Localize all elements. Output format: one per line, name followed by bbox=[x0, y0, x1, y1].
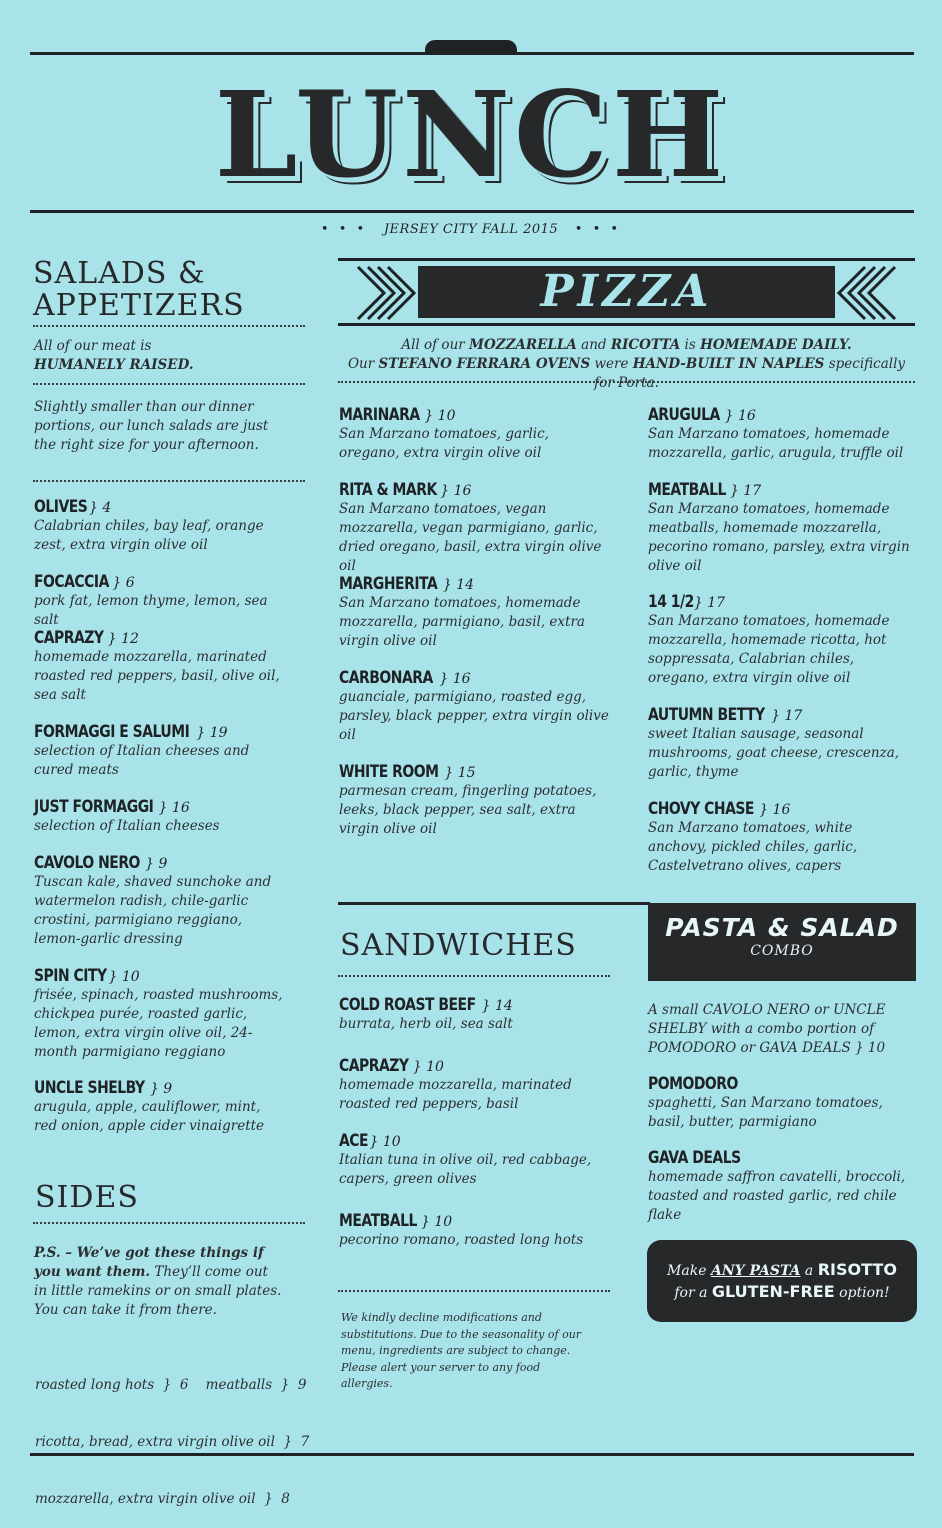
menu-item-description: San Marzano tomatoes, homemade mozzarella, garlic, arugula, truffle oil bbox=[648, 426, 904, 461]
menu-item-price: } 10 bbox=[369, 1134, 401, 1150]
pizza-intro-1b: MOZZARELLA bbox=[469, 337, 577, 353]
menu-item-price: } 16 bbox=[158, 800, 190, 816]
menu-item bbox=[648, 592, 910, 688]
pizza-intro-1e: is bbox=[680, 337, 701, 353]
sides-note bbox=[34, 1244, 284, 1320]
menu-item bbox=[339, 405, 609, 463]
pasta-combo-intro: A small CAVOLO NERO or UNCLE SHELBY with a combo portion of POMODORO or GAVA DEALS } 10 bbox=[648, 1002, 886, 1056]
menu-item-description: San Marzano tomatoes, vegan mozzarella, vegan parmigiano, garlic, dried oregano, basil, extra virgin olive oil bbox=[339, 501, 602, 574]
menu-item-description: pork fat, lemon thyme, lemon, sea salt bbox=[34, 593, 268, 628]
menu-item bbox=[339, 668, 609, 745]
pizza-intro-1d: RICOTTA bbox=[610, 337, 681, 353]
menu-item-name: FOCACCIA bbox=[34, 572, 109, 592]
salads-meat-note-a: All of our meat is bbox=[34, 338, 152, 354]
pizza-intro-line2 bbox=[338, 355, 915, 393]
pizza-divider bbox=[338, 381, 915, 383]
salads-heading-line2: APPETIZERS bbox=[33, 288, 245, 323]
menu-item-name: WHITE ROOM bbox=[339, 762, 439, 782]
menu-item-description: Tuscan kale, shaved sunchoke and watermelon radish, chile-garlic crostini, parmigiano reggiano, lemon-garlic dressing bbox=[34, 874, 272, 947]
menu-item-name: CAPRAZY bbox=[339, 1056, 409, 1076]
menu-item-price: } 19 bbox=[196, 725, 228, 741]
menu-item-price: } 14 bbox=[481, 998, 513, 1014]
menu-item-name: POMODORO bbox=[648, 1074, 738, 1094]
sides-note-rest: They’ll come out in little ramekins or on small plates. You can take it from there. bbox=[34, 1264, 282, 1318]
subtitle-dots-right: • • • bbox=[574, 222, 622, 237]
menu-item-description: Italian tuna in olive oil, red cabbage, capers, green olives bbox=[339, 1152, 592, 1187]
risotto-for: for a bbox=[674, 1285, 712, 1301]
menu-item-name: 14 1/2 bbox=[648, 592, 694, 612]
pizza-intro-2b: STEFANO FERRARA OVENS bbox=[378, 356, 591, 372]
pizza-intro-2e: specifically for Porta. bbox=[594, 356, 906, 391]
pizza-banner-top-rule bbox=[338, 258, 915, 261]
pizza-intro-1a: All of our bbox=[401, 337, 470, 353]
menu-item-description: San Marzano tomatoes, homemade meatballs, homemade mozzarella, pecorino romano, parsley, extra virgin olive oil bbox=[648, 501, 910, 574]
menu-item-name: ACE bbox=[339, 1131, 369, 1151]
page-title: LUNCH bbox=[214, 65, 728, 204]
menu-item-description: pecorino romano, roasted long hots bbox=[339, 1232, 584, 1248]
menu-item-heading bbox=[339, 668, 609, 688]
pasta-salad-subheading: COMBO bbox=[750, 943, 814, 959]
menu-item-description: Calabrian chiles, bay leaf, orange zest, extra virgin olive oil bbox=[34, 518, 264, 553]
risotto-callout bbox=[647, 1240, 917, 1322]
menu-item bbox=[648, 799, 910, 876]
menu-item-name: AUTUMN BETTY bbox=[648, 705, 765, 725]
menu-item-heading bbox=[648, 592, 910, 612]
menu-item-heading bbox=[34, 1078, 284, 1098]
sandwiches-heading: SANDWICHES bbox=[340, 928, 577, 963]
menu-item bbox=[648, 480, 910, 576]
menu-item-price: } 17 bbox=[771, 708, 803, 724]
menu-item-heading bbox=[648, 480, 910, 500]
menu-item bbox=[648, 1074, 916, 1132]
risotto-make: Make bbox=[667, 1263, 711, 1279]
menu-item-heading bbox=[339, 480, 609, 500]
menu-item-heading bbox=[34, 628, 284, 648]
menu-item-description: arugula, apple, cauliflower, mint, red onion, apple cider vinaigrette bbox=[34, 1099, 265, 1134]
pizza-intro-1f: HOMEMADE DAILY. bbox=[700, 337, 852, 353]
salads-divider-1 bbox=[33, 325, 305, 327]
menu-item-name: COLD ROAST BEEF bbox=[339, 995, 476, 1015]
menu-item bbox=[34, 497, 284, 555]
menu-item-heading bbox=[339, 762, 609, 782]
disclaimer: We kindly decline modifications and substitutions. Due to the seasonality of our menu, ingredients are subject to change. Please alert your server to any food allergies. bbox=[341, 1311, 582, 1390]
menu-item bbox=[339, 480, 609, 576]
chevron-right-icon bbox=[835, 263, 915, 323]
menu-item bbox=[34, 797, 284, 836]
menu-item bbox=[339, 762, 609, 839]
salads-divider-3 bbox=[33, 480, 305, 482]
menu-item-price: } 14 bbox=[442, 577, 474, 593]
menu-item-heading bbox=[648, 405, 910, 425]
subtitle-dots-left: • • • bbox=[320, 222, 368, 237]
pizza-heading: PIZZA bbox=[418, 266, 835, 318]
menu-item-heading bbox=[648, 799, 910, 819]
menu-item-name: CAPRAZY bbox=[34, 628, 104, 648]
pizza-intro-line1 bbox=[338, 336, 915, 355]
menu-item-heading bbox=[648, 1148, 916, 1168]
menu-item-name: CAVOLO NERO bbox=[34, 853, 140, 873]
menu-item bbox=[648, 705, 910, 782]
sides-line-1: roasted long hots } 6 meatballs } 9 bbox=[35, 1377, 307, 1393]
menu-item-price: } 10 bbox=[412, 1059, 444, 1075]
sides-line-2: ricotta, bread, extra virgin olive oil } 7 bbox=[35, 1434, 310, 1450]
menu-item-name: MEATBALL bbox=[339, 1211, 417, 1231]
risotto-line-1 bbox=[647, 1240, 917, 1279]
menu-item bbox=[648, 1148, 916, 1225]
pizza-intro-2c: were bbox=[590, 356, 633, 372]
menu-item bbox=[339, 995, 599, 1034]
menu-item-description: parmesan cream, fingerling potatoes, leeks, black pepper, sea salt, extra virgin olive oil bbox=[339, 783, 597, 837]
menu-item-heading bbox=[339, 1131, 599, 1151]
menu-item-name: GAVA DEALS bbox=[648, 1148, 741, 1168]
menu-item-name: OLIVES bbox=[34, 497, 88, 517]
sandwiches-divider bbox=[338, 975, 610, 977]
menu-item bbox=[34, 966, 284, 1062]
menu-item-heading bbox=[34, 797, 284, 817]
menu-item-price: } 10 bbox=[108, 969, 140, 985]
menu-item-description: spaghetti, San Marzano tomatoes, basil, butter, parmigiano bbox=[648, 1095, 883, 1130]
menu-item-heading bbox=[34, 853, 284, 873]
menu-item-price: } 16 bbox=[440, 483, 472, 499]
menu-item-description: homemade mozzarella, marinated roasted red peppers, basil, olive oil, sea salt bbox=[34, 649, 280, 703]
menu-item-name: MARGHERITA bbox=[339, 574, 438, 594]
risotto-word: RISOTTO bbox=[817, 1260, 897, 1279]
risotto-any-pasta: ANY PASTA bbox=[710, 1263, 801, 1279]
menu-item-price: } 4 bbox=[89, 500, 112, 516]
salads-heading-line1: SALADS & bbox=[33, 256, 206, 291]
menu-item bbox=[339, 1056, 599, 1114]
menu-item-price: } 15 bbox=[444, 765, 476, 781]
menu-item bbox=[339, 574, 609, 651]
chevron-left-icon bbox=[338, 263, 418, 323]
menu-item bbox=[339, 1131, 599, 1189]
sides-note-bold: P.S. – We’ve got these things if you want them. bbox=[34, 1245, 264, 1280]
menu-item-heading bbox=[34, 497, 284, 517]
menu-item-name: CARBONARA bbox=[339, 668, 433, 688]
menu-item-price: } 9 bbox=[149, 1081, 173, 1097]
menu-item-name: FORMAGGI E SALUMI bbox=[34, 722, 190, 742]
menu-item bbox=[339, 1211, 599, 1250]
menu-item-name: RITA & MARK bbox=[339, 480, 437, 500]
menu-item bbox=[34, 1078, 284, 1136]
menu-item-heading bbox=[34, 722, 284, 742]
top-ornament bbox=[425, 40, 517, 54]
menu-item-description: sweet Italian sausage, seasonal mushrooms, goat cheese, crescenza, garlic, thyme bbox=[648, 726, 900, 780]
menu-item-price: } 17 bbox=[693, 595, 726, 611]
menu-item-price: } 12 bbox=[107, 631, 139, 647]
pasta-salad-banner bbox=[648, 903, 916, 981]
menu-item bbox=[648, 405, 910, 463]
menu-item-heading bbox=[339, 1211, 599, 1231]
risotto-option: option! bbox=[834, 1285, 890, 1301]
pizza-intro-2a: Our bbox=[347, 356, 379, 372]
menu-item-name: SPIN CITY bbox=[34, 966, 107, 986]
menu-item-description: homemade saffron cavatelli, broccoli, toasted and roasted garlic, red chile flake bbox=[648, 1169, 906, 1223]
salads-size-note: Slightly smaller than our dinner portions, our lunch salads are just the right size for your afternoon. bbox=[34, 399, 269, 453]
sandwiches-top-rule bbox=[338, 902, 650, 905]
salads-meat-note-b: HUMANELY RAISED. bbox=[34, 357, 194, 373]
pizza-banner-bottom-rule bbox=[338, 323, 915, 326]
menu-item-description: guanciale, parmigiano, roasted egg, parsley, black pepper, extra virgin olive oil bbox=[339, 689, 609, 743]
sandwiches-divider-bottom bbox=[338, 1290, 610, 1292]
pasta-salad-heading: PASTA & SALAD bbox=[665, 913, 899, 942]
risotto-line-2 bbox=[647, 1282, 917, 1301]
menu-item-heading bbox=[34, 572, 284, 592]
menu-item-heading bbox=[339, 405, 609, 425]
menu-item-description: San Marzano tomatoes, garlic, oregano, extra virgin olive oil bbox=[339, 426, 549, 461]
pizza-banner bbox=[338, 258, 915, 328]
bottom-rule bbox=[30, 1453, 914, 1456]
menu-item-price: } 10 bbox=[420, 1214, 453, 1230]
menu-item-price: } 16 bbox=[759, 802, 791, 818]
sides-line-3: mozzarella, extra virgin olive oil } 8 bbox=[35, 1491, 290, 1507]
menu-item-description: San Marzano tomatoes, white anchovy, pickled chiles, garlic, Castelvetrano olives, capers bbox=[648, 820, 858, 874]
pizza-intro-1c: and bbox=[576, 337, 611, 353]
salads-meat-note bbox=[34, 337, 306, 375]
menu-item-price: } 16 bbox=[724, 408, 756, 424]
menu-item-description: San Marzano tomatoes, homemade mozzarella, parmigiano, basil, extra virgin olive oil bbox=[339, 595, 585, 649]
subtitle-text: JERSEY CITY FALL 2015 bbox=[383, 222, 559, 237]
menu-item bbox=[34, 853, 284, 949]
menu-item-name: MARINARA bbox=[339, 405, 420, 425]
menu-item-description: burrata, herb oil, sea salt bbox=[339, 1016, 513, 1032]
sides-list bbox=[35, 1338, 315, 1528]
salads-divider-2 bbox=[33, 383, 305, 385]
pizza-intro-2d: HAND-BUILT IN NAPLES bbox=[632, 356, 825, 372]
menu-item-name: MEATBALL bbox=[648, 480, 726, 500]
menu-item-name: ARUGULA bbox=[648, 405, 720, 425]
menu-item-price: } 10 bbox=[424, 408, 456, 424]
salads-heading bbox=[33, 258, 245, 322]
title-rule bbox=[30, 210, 914, 213]
sides-divider bbox=[33, 1222, 305, 1224]
menu-item-price: } 6 bbox=[112, 575, 135, 591]
pizza-intro bbox=[338, 336, 915, 393]
menu-item bbox=[34, 722, 284, 780]
menu-item-description: selection of Italian cheeses bbox=[34, 818, 220, 834]
menu-item-price: } 16 bbox=[439, 671, 471, 687]
risotto-gluten-free: GLUTEN-FREE bbox=[711, 1282, 835, 1301]
menu-item-description: homemade mozzarella, marinated roasted red peppers, basil bbox=[339, 1077, 572, 1112]
menu-item-heading bbox=[339, 574, 609, 594]
menu-item-description: selection of Italian cheeses and cured meats bbox=[34, 743, 250, 778]
menu-item-heading bbox=[648, 1074, 916, 1094]
menu-item-description: frisée, spinach, roasted mushrooms, chickpea purée, roasted garlic, lemon, extra virgin olive oil, 24-month parmigiano reggiano bbox=[34, 987, 283, 1060]
menu-item-name: JUST FORMAGGI bbox=[34, 797, 154, 817]
sides-heading: SIDES bbox=[35, 1180, 139, 1215]
menu-item-price: } 9 bbox=[145, 856, 168, 872]
menu-item-price: } 17 bbox=[729, 483, 762, 499]
menu-item bbox=[34, 628, 284, 705]
subtitle bbox=[0, 222, 942, 237]
menu-item-heading bbox=[339, 995, 599, 1015]
risotto-a: a bbox=[800, 1263, 818, 1279]
menu-item-heading bbox=[339, 1056, 599, 1076]
menu-item-heading bbox=[34, 966, 284, 986]
menu-item-name: UNCLE SHELBY bbox=[34, 1078, 145, 1098]
menu-item-name: CHOVY CHASE bbox=[648, 799, 754, 819]
menu-item bbox=[34, 572, 284, 630]
menu-item-heading bbox=[648, 705, 910, 725]
menu-item-description: San Marzano tomatoes, homemade mozzarella, homemade ricotta, hot soppressata, Calabrian chiles, oregano, extra virgin olive oil bbox=[648, 613, 890, 686]
